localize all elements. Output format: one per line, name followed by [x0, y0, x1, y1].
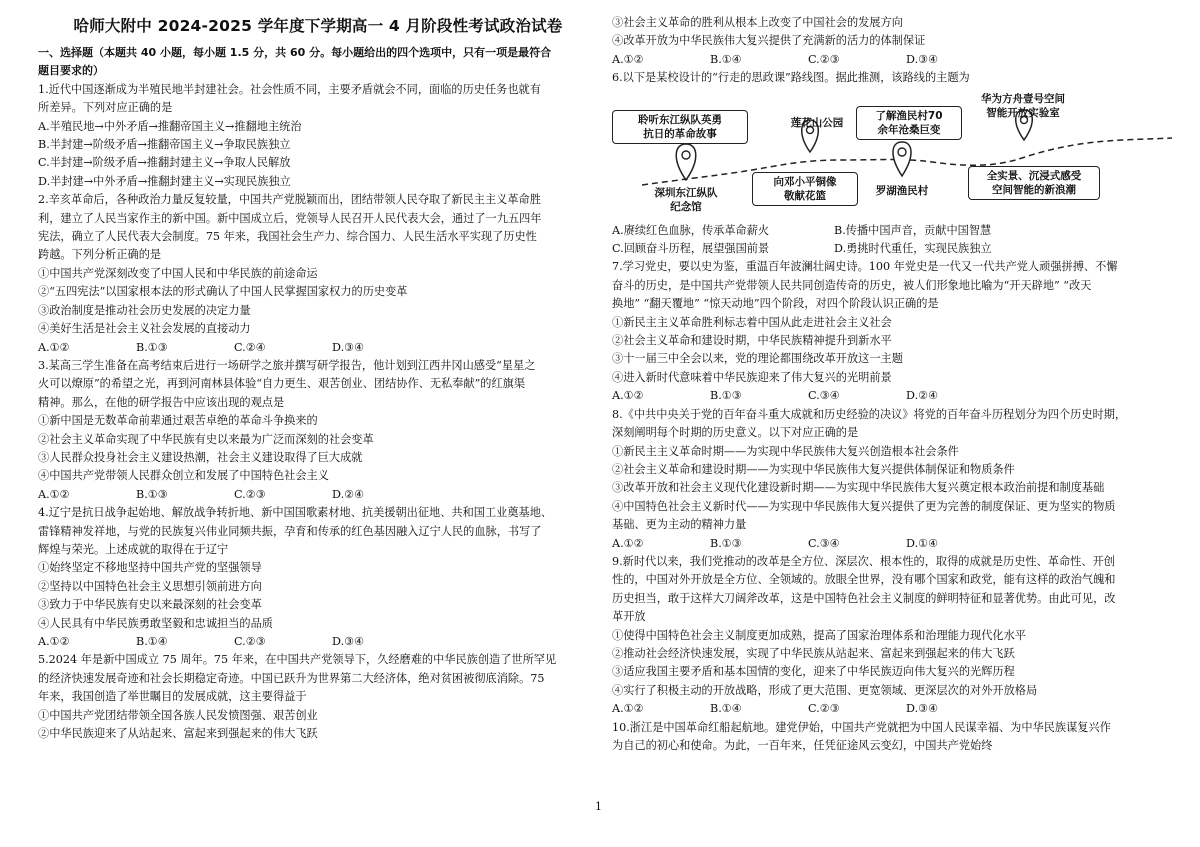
right-top-block [612, 14, 1187, 88]
answer-option: D.②④ [906, 389, 939, 403]
text-line: 革开放 [612, 610, 646, 624]
route-diagram [612, 90, 1187, 218]
answer-option: C.②③ [808, 702, 840, 716]
page-title: 哈师大附中 2024-2025 学年度下学期高一 4 月阶段性考试政治试卷 [73, 17, 563, 35]
answer-option: D.③④ [906, 702, 939, 716]
text-line: ①新民主主义革命时期——为实现中华民族伟大复兴创造根本社会条件 [612, 444, 959, 458]
text-line: ②推动社会经济快速发展，实现了中华民族从站起来、富起来到强起来的伟大飞跃 [612, 646, 1015, 660]
text-line: 5.2024 年是新中国成立 75 周年。75 年来，在中国共产党领导下，久经磨难的中华民族创造了世所罕见 [38, 653, 557, 667]
text-line: B.半封建→阶级矛盾→推翻帝国主义→争取民族独立 [38, 138, 291, 152]
answer-option: B.①③ [136, 487, 168, 501]
section-heading: 题目要求的） [38, 64, 104, 78]
text-line: 的经济快速发展奇迹和社会长期稳定奇迹。中国已跃升为世界第二大经济体，绝对贫困被彻底消除。75 [38, 671, 545, 685]
text-line: 换地” “翻天覆地” “惊天动地”四个阶段，对四个阶段认识正确的是 [612, 297, 939, 311]
answer-options [38, 339, 613, 357]
text-line: 历史担当，敢于这样大刀阔斧改革，这是中国特色社会主义制度的鲜明特征和显著优势。由此可见，改 [612, 591, 1116, 605]
text-line: ③适应我国主要矛盾和基本国情的变化，迎来了中华民族迈向伟大复兴的光辉历程 [612, 665, 1015, 679]
text-line: 8.《中共中央关于党的百年奋斗重大成就和历史经验的决议》将党的百年奋斗历程划分为四个历史时期， [612, 407, 1127, 421]
text-line: ①中国共产党团结带领全国各族人民发愤图强、艰苦创业 [38, 708, 318, 722]
answer-option: A.①② [38, 635, 70, 648]
text-line: ④改革开放为中华民族伟大复兴提供了充满新的活力的体制保证 [612, 34, 926, 48]
text-line: ③社会主义革命的胜利从根本上改变了中国社会的发展方向 [612, 16, 903, 29]
text-line: 为自己的初心和使命。为此，一百年来，任凭征途风云变幻，中国共产党始终 [612, 739, 993, 752]
stop-label: 深圳东江纵队 纪念馆 [654, 186, 718, 213]
answer-option: C.②③ [234, 635, 266, 648]
text-line: ①始终坚定不移地坚持中国共产党的坚强领导 [38, 561, 262, 575]
location-pin-icon [893, 142, 911, 176]
answer-option: B.①④ [710, 52, 742, 66]
text-line: 7.学习党史，要以史为鉴，重温百年波澜壮阔史诗。100 年党史是一代又一代共产党人顽强拼搏、不懈 [612, 260, 1118, 274]
stop-label-box: 向邓小平铜像 敬献花篮 [752, 172, 858, 206]
text-line: ③人民群众投身社会主义建设热潮，社会主义建设取得了巨大成就 [38, 450, 363, 464]
text-line: ③政治制度是推动社会历史发展的决定力量 [38, 303, 251, 317]
text-line: 火可以燎原”的希望之光，再到河南林县体验“自力更生、艰苦创业、团结协作、无私奉献”的红旗渠 [38, 377, 526, 391]
text-line: ④中国特色社会主义新时代——为实现中华民族伟大复兴提供了更为完善的制度保证、更为坚实的物质 [612, 499, 1116, 513]
text-line: 所差异。下列对应正确的是 [38, 101, 173, 115]
answer-options [38, 486, 613, 504]
answer-option: A.①② [612, 52, 644, 66]
answer-options [612, 222, 1187, 240]
text-line: 辉煌与荣光。上述成就的取得在于辽宁 [38, 542, 229, 556]
answer-options [612, 51, 1187, 69]
text-line: C.半封建→阶级矛盾→推翻封建主义→争取人民解放 [38, 156, 291, 170]
answer-option: B.传播中国声音，贡献中国智慧 [834, 223, 992, 237]
text-line: ③十一届三中全会以来，党的理论都围绕改革开放这一主题 [612, 352, 903, 366]
right-bottom-block [612, 222, 1187, 756]
text-line: 6.以下是某校设计的“行走的思政课”路线图。据此推测，该路线的主题为 [612, 71, 970, 85]
text-line: ②社会主义革命实现了中华民族有史以来最为广泛而深刻的社会变革 [38, 432, 374, 446]
answer-option: C.回顾奋斗历程，展望强国前景 [612, 242, 770, 256]
answer-option: A.①② [38, 487, 70, 501]
text-line: ①新中国是无数革命前辈通过艰苦卓绝的革命斗争换来的 [38, 414, 318, 428]
answer-options [612, 387, 1187, 405]
text-line: ③改革开放和社会主义现代化建设新时期——为实现中华民族伟大复兴奠定根本政治前提和制度基础 [612, 481, 1105, 495]
text-line: 3.某高三学生准备在高考结束后进行一场研学之旅并撰写研学报告，他计划到江西井冈山感受“星星之 [38, 358, 536, 372]
text-line: ①新民主主义革命胜利标志着中国从此走进社会主义社会 [612, 315, 892, 329]
text-line: 雷锋精神发祥地，与党的民族复兴伟业同频共振，孕育和传承的红色基因融入辽宁人民的血脉，书写了 [38, 524, 542, 538]
answer-option: C.③④ [808, 536, 840, 550]
left-column [38, 44, 613, 743]
answer-options [612, 240, 1187, 258]
answer-option: A.①② [612, 536, 644, 550]
text-line: 2.辛亥革命后，各种政治力量反复较量，中国共产党脱颖而出，团结带领人民夺取了新民主主义革命胜 [38, 193, 541, 207]
text-line: ①中国共产党深刻改变了中国人民和中华民族的前途命运 [38, 266, 318, 280]
answer-option: C.③④ [808, 389, 840, 403]
text-line: ④实行了积极主动的开放战略，形成了更大范围、更宽领域、更深层次的对外开放格局 [612, 683, 1038, 697]
answer-options [38, 633, 613, 651]
text-line: ②中华民族迎来了从站起来、富起来到强起来的伟大飞跃 [38, 727, 318, 741]
answer-option: B.①③ [710, 389, 742, 403]
answer-option: A.①② [612, 389, 644, 403]
text-line: ②社会主义革命和建设时期——为实现中华民族伟大复兴提供体制保证和物质条件 [612, 462, 1015, 476]
text-line: 深刻阐明每个时期的历史意义。以下对应正确的是 [612, 426, 859, 440]
answer-option: C.②③ [234, 487, 266, 501]
stop-label-box: 聆听东江纵队英勇 抗日的革命故事 [612, 110, 748, 144]
text-line: ②“五四宪法”以国家根本法的形式确认了中国人民掌握国家权力的历史变革 [38, 285, 408, 299]
answer-options [612, 535, 1187, 553]
answer-option: B.①④ [710, 702, 742, 716]
answer-option: A.赓续红色血脉，传承革命薪火 [612, 223, 770, 237]
location-pin-icon [676, 144, 696, 180]
answer-option: A.①② [38, 340, 70, 354]
answer-option: B.①③ [710, 536, 742, 550]
answer-option: B.①④ [136, 635, 168, 648]
section-heading: 一、选择题（本题共 40 小题，每小题 1.5 分，共 60 分。每小题给出的四个选项中，只有一项是最符合 [38, 46, 552, 59]
answer-option: D.②④ [332, 487, 365, 501]
stop-label-box: 了解渔民村70 余年沧桑巨变 [856, 106, 962, 140]
text-line: ①使得中国特色社会主义制度更加成熟，提高了国家治理体系和治理能力现代化水平 [612, 628, 1026, 642]
text-line: 10.浙江是中国革命红船起航地。建党伊始，中国共产党就把为中国人民谋幸福、为中华民族谋复兴作 [612, 720, 1111, 734]
text-line: 9.新时代以来，我们党推动的改革是全方位、深层次、根本性的，取得的成就是历史性、革命性、开创 [612, 554, 1115, 568]
text-line: 宪法，确立了人民代表大会制度。75 年来，我国社会生产力、综合国力、人民生活水平实现了历史性 [38, 230, 537, 244]
stop-label: 罗湖渔民村 [875, 184, 929, 197]
answer-option: A.①② [612, 702, 644, 716]
text-line: ④人民具有中华民族勇敢坚毅和忠诚担当的品质 [38, 616, 273, 630]
stop-label-box: 全实景、沉浸式感受 空间智能的新浪潮 [968, 166, 1100, 200]
answer-option: D.勇挑时代重任，实现民族独立 [834, 242, 992, 256]
text-line: ④进入新时代意味着中华民族迎来了伟大复兴的光明前景 [612, 370, 892, 384]
text-line: ②坚持以中国特色社会主义思想引领前进方向 [38, 579, 262, 593]
text-line: 4.辽宁是抗日战争起始地、解放战争转折地、新中国国歌素材地、抗美援朝出征地、共和国工业奠基地、 [38, 506, 553, 520]
text-line: A.半殖民地→中外矛盾→推翻帝国主义→推翻地主统治 [38, 119, 302, 133]
answer-option: D.③④ [332, 340, 365, 354]
stop-label: 莲花山公园 [790, 116, 844, 129]
text-line: 性的，中国对外开放是全方位、全领域的。放眼全世界，没有哪个国家和政党，能有这样的政治气魄和 [612, 573, 1116, 587]
text-line: 年来，我国创造了举世瞩目的发展成就，这主要得益于 [38, 690, 307, 704]
page-number: 1 [595, 800, 602, 813]
text-line: ④美好生活是社会主义社会发展的直接动力 [38, 322, 251, 336]
text-line: 1.近代中国逐渐成为半殖民地半封建社会。社会性质不同，主要矛盾就会不同，面临的历史任务也就有 [38, 82, 541, 96]
answer-option: C.②④ [234, 340, 266, 354]
text-line: D.半封建→中外矛盾→推翻封建主义→实现民族独立 [38, 174, 291, 188]
text-line: 跨越。下列分析正确的是 [38, 248, 162, 262]
text-line: ③致力于中华民族有史以来最深刻的社会变革 [38, 598, 262, 612]
answer-option: D.③④ [332, 635, 365, 648]
answer-option: C.②③ [808, 52, 840, 66]
answer-options [612, 700, 1187, 718]
answer-option: D.③④ [906, 52, 939, 66]
answer-option: B.①③ [136, 340, 168, 354]
text-line: ②社会主义革命和建设时期，中华民族精神提升到新水平 [612, 334, 892, 348]
text-line: 奋斗的历史，是中国共产党带领人民共同创造传奇的历史，被人们形象地比喻为“开天辟地” “改天 [612, 278, 1092, 292]
text-line: 利，建立了人民当家作主的新中国。新中国成立后，党领导人民召开人民代表大会，通过了一九五四年 [38, 211, 542, 225]
text-line: 基础、更为主动的精神力量 [612, 518, 747, 532]
stop-label: 华为方舟壹号空间 智能开放实验室 [981, 92, 1065, 119]
right-column [612, 14, 1187, 755]
text-line: 精神。那么，在他的研学报告中应该出现的观点是 [38, 395, 285, 409]
text-line: ④中国共产党带领人民群众创立和发展了中国特色社会主义 [38, 469, 329, 483]
answer-option: D.①④ [906, 536, 939, 550]
